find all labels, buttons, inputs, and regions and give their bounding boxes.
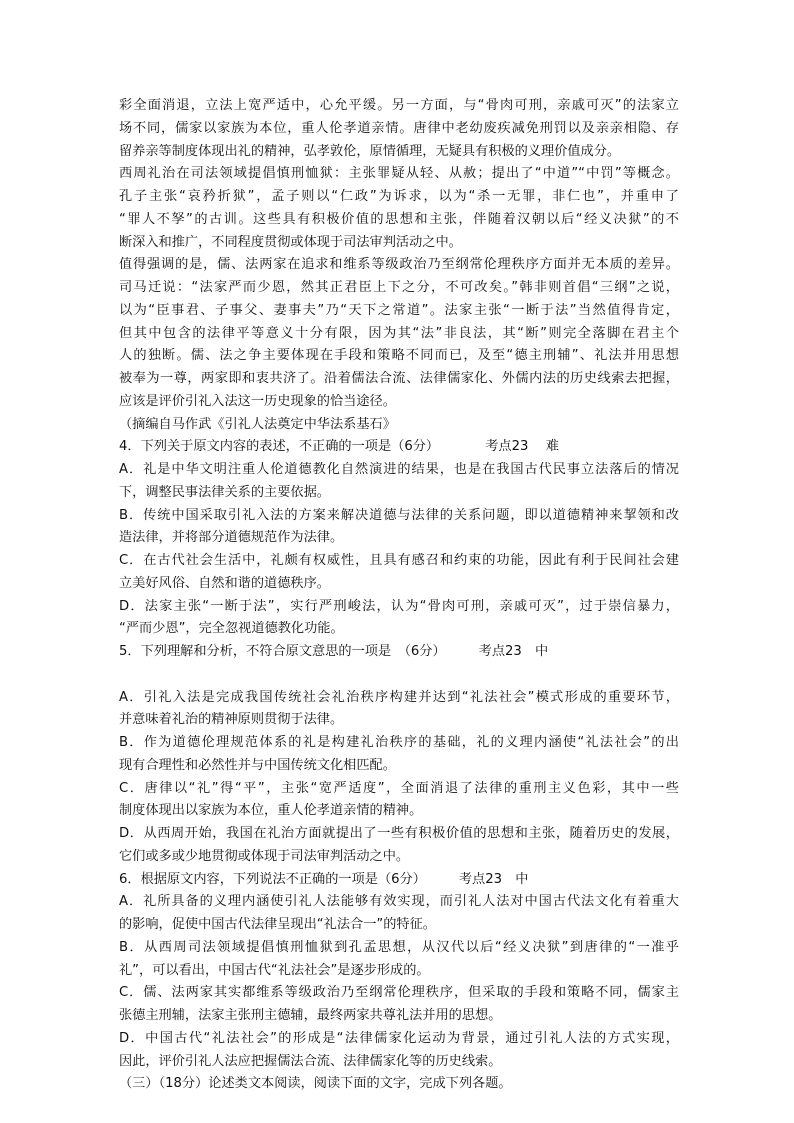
blank-line — [119, 664, 679, 687]
text-line-04: 西周礼治在司法领域提倡慎刑恤狱：主张罪疑从轻、从赦；提出了“中道”“中罚”等概念。 — [119, 166, 679, 182]
question-6-option-b-line-1: B．从西周司法领域提倡慎刑恤狱到孔孟思想，从汉代以后“经义决狱”到唐律的“一准乎 — [119, 939, 679, 955]
question-6-option-b-line-2: 礼”，可以看出，中国古代“礼法社会”是逐步形成的。 — [119, 962, 430, 978]
question-6-option-d-line-1: D．中国古代“礼法社会”的形成是“法律儒家化运动为背景，通过引礼人法的方式实现， — [119, 1030, 679, 1046]
question-4-option-d-line-2: “严而少恩”，完全忽视道德教化功能。 — [119, 621, 344, 637]
section-3-heading: （三）（18分）论述类文本阅读，阅读下面的文字，完成下列各题。 — [119, 1076, 512, 1092]
question-6-option-c-line-1: C．儒、法两家其实都维系等级政治乃至纲常伦理秩序，但采取的手段和策略不同，儒家主 — [119, 985, 679, 1001]
question-5-option-b-line-1: B．作为道德伦理规范体系的礼是构建礼治秩序的基础，礼的义理内涵使“礼法社会”的出 — [119, 735, 679, 750]
question-4-option-d-line-1: D．法家主张“一断于法”，实行严刑峻法，认为“骨肉可刑，亲戚可灭”，过于崇信暴力， — [119, 598, 679, 614]
question-4-option-b-line-2: 造法律，并将部分道德规范作为法律。 — [119, 530, 344, 546]
question-5-option-d-line-1: D．从西周开始，我国在礼治方面就提出了一些有积极价值的思想和主张，随着历史的发展， — [119, 826, 679, 841]
text-line-08: 值得强调的是，儒、法两家在追求和维系等级政治乃至纲常伦理秩序方面并无本质的差异。 — [119, 257, 679, 273]
question-4-option-c-line-2: 立美好风俗、自然和谐的道德秩序。 — [119, 575, 330, 591]
text-line-06: “罪人不孥”的古训。这些具有积极价值的思想和主张，伴随着汉朝以后“经义决狱”的不 — [119, 211, 679, 227]
question-6-option-a-line-2: 的影响，促使中国古代法律呈现出“礼法合一”的特征。 — [119, 917, 436, 932]
text-line-11: 但其中包含的法律平等意义十分有限，因为其“法”非良法，其“断”则完全落脚在君主个 — [119, 325, 679, 341]
text-line-07: 断深入和推广，不同程度贯彻或体现于司法审判活动之中。 — [119, 234, 462, 250]
text-line-13: 被奉为一尊，两家即和衷共济了。沿着儒法合流、法律儒家化、外儒内法的历史线索去把握， — [119, 371, 679, 386]
question-5-option-a-line-1: A．引礼入法是完成我国传统社会礼治秩序构建并达到“礼法社会”模式形成的重要环节， — [119, 689, 679, 705]
question-5-stem: 5．下列理解和分析，不符合原文意思的一项是 （6分） 考点23 中 — [119, 644, 549, 659]
question-6-option-d-line-2: 因此，评价引礼人法应把握儒法合流、法律儒家化等的历史线索。 — [119, 1053, 502, 1069]
question-4-option-c-line-1: C．在古代社会生活中，礼颇有权威性，且具有感召和约束的功能，因此有利于民间社会建 — [119, 553, 679, 568]
text-line-12: 人的独断。儒、法之争主要体现在手段和策略不同而已，及至“德主刑辅”、礼法并用思想 — [119, 348, 679, 364]
question-4-option-a-line-2: 下，调整民事法律关系的主要依据。 — [119, 484, 330, 500]
question-5-option-b-line-2: 现有合理性和必然性并与中国传统文化相匹配。 — [119, 757, 396, 773]
question-5-option-c-line-2: 制度体现出以家族为本位，重人伦孝道亲情的精神。 — [119, 803, 423, 819]
question-6-stem: 6．根据原文内容，下列说法不正确的一项是（6分） 考点23 中 — [119, 871, 529, 887]
question-6-option-a-line-1: A．礼所具备的义理内涵使引礼人法能够有效实现，而引礼人法对中国古代法文化有着重大 — [119, 894, 679, 910]
text-line-14: 应该是评价引礼入法这一历史现象的恰当途径。 — [119, 393, 396, 409]
text-line-02: 场不同，儒家以家族为本位，重人伦孝道亲情。唐律中老幼废疾减免刑罚以及亲亲相隐、存 — [119, 120, 679, 136]
question-6-option-c-line-2: 张德主刑辅，法家主张刑主德辅，最终两家共尊礼法并用的思想。 — [119, 1008, 502, 1023]
question-5-option-c-line-1: C．唐律以“礼”得“平”，主张“宽严适度”，全面消退了法律的重刑主义色彩，其中一些 — [119, 780, 679, 796]
source-citation: （摘编自马作武《引礼人法奠定中华法系基石》 — [119, 416, 396, 432]
text-line-05: 孔子主张“哀矜折狱”，孟子则以“仁政”为诉求，以为“杀一无罪，非仁也”，并重申了 — [119, 189, 679, 204]
question-5-option-a-line-2: 并意味着礼治的精神原则贯彻于法律。 — [119, 712, 344, 728]
document-page — [119, 95, 679, 1096]
question-5-option-d-line-2: 它们或多或少地贯彻或体现于司法审判活动之中。 — [119, 848, 410, 864]
question-4-option-a-line-1: A．礼是中华文明注重人伦道德教化自然演进的结果，也是在我国古代民事立法落后的情况 — [119, 462, 679, 477]
text-line-10: 以为“臣事君、子事父、妻事夫”乃“天下之常道”。法家主张“一断于法”当然值得肯定， — [119, 302, 679, 318]
question-4-stem: 4．下列关于原文内容的表述，不正确的一项是（6分） 考点23 难 — [119, 439, 559, 455]
text-line-03: 留养亲等制度体现出礼的精神，弘孝敦伦，原情循理，无疑具有积极的义理价值成分。 — [119, 143, 621, 159]
text-line-09: 司马迁说：“法家严而少恩，然其正君臣上下之分，不可改矣。”韩非则首倡“三纲”之说， — [119, 280, 679, 295]
question-4-option-b-line-1: B．传统中国采取引礼入法的方案来解决道德与法律的关系问题，即以道德精神来挈领和改 — [119, 507, 679, 523]
text-line-01: 彩全面消退，立法上宽严适中，心允平缓。另一方面，与“骨肉可刑，亲戚可灭”的法家立 — [119, 98, 679, 113]
